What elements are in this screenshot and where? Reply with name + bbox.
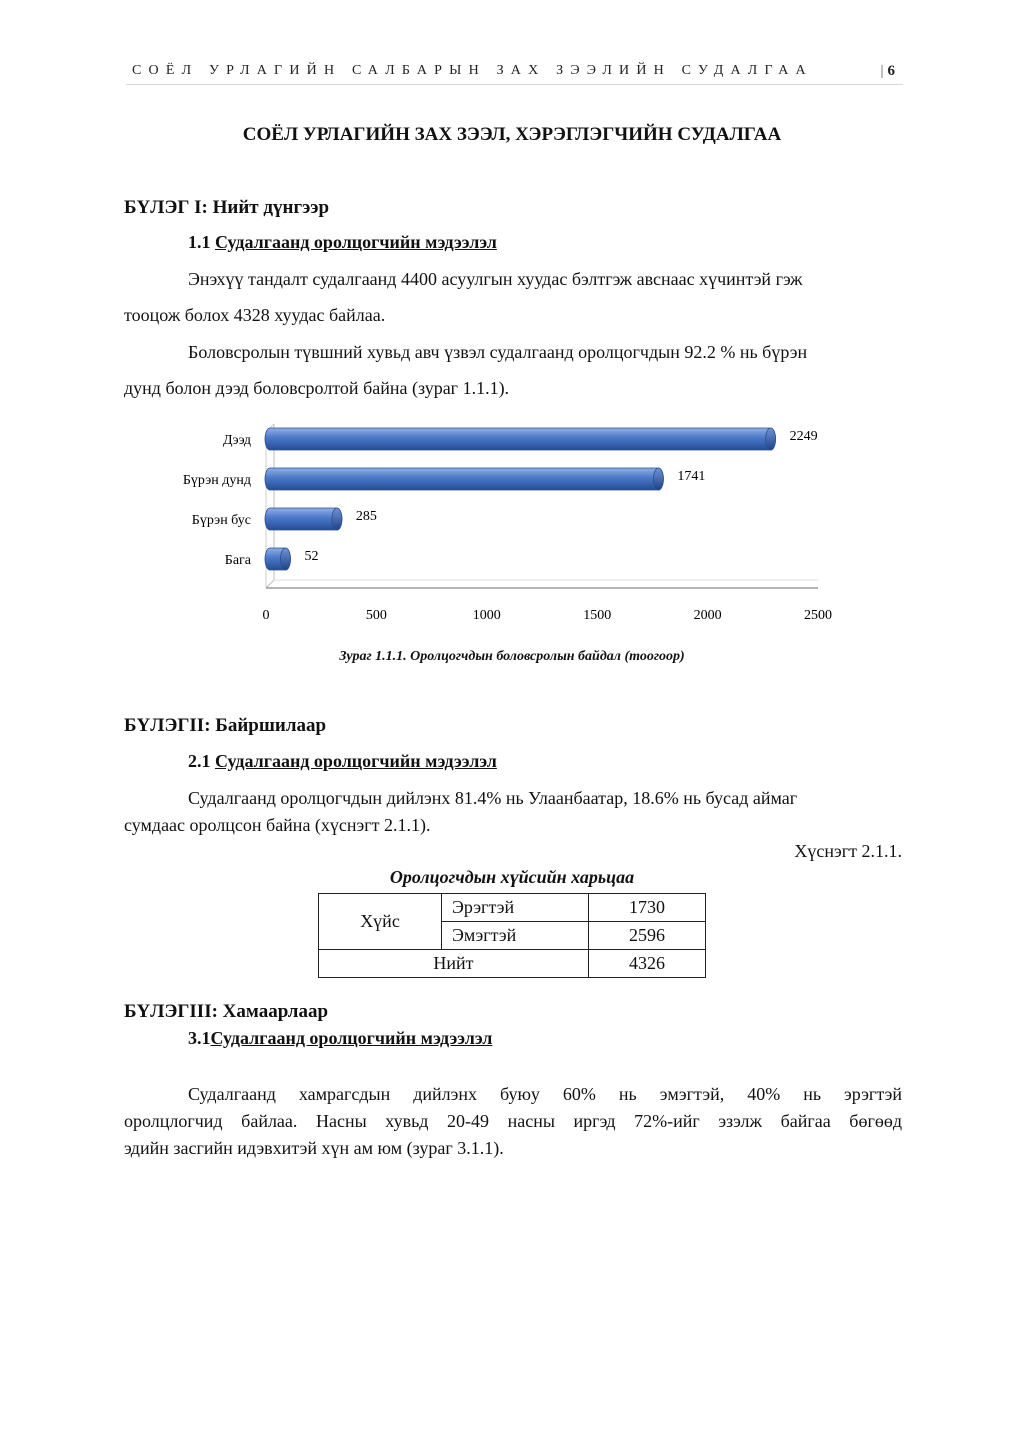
para-line: оролцлогчид байлаа. Насны хувьд 20-49 насны иргэд 72%-ийг эзэлж байгаа бөгөөд: [124, 1111, 902, 1131]
value-label: 285: [355, 509, 377, 524]
page-number: 6: [887, 63, 895, 79]
section3-subheading: [188, 1028, 492, 1049]
para-line: дунд болон дээд боловсролтой байна (зураг 1.1.1).: [124, 378, 510, 398]
section3-heading: БҮЛЭГIII: Хамаарлаар: [124, 1001, 329, 1022]
x-tick-label: 2000: [693, 608, 722, 623]
para-line: эдийн засгийн идэвхитэй хүн ам юм (зураг 3.1.1).: [124, 1138, 504, 1158]
table-title: Оролцогчдын хүйсийн харьцаа: [389, 867, 635, 887]
section1-sub-number: 1.1: [188, 232, 211, 252]
bar-cap: [332, 508, 342, 530]
section3-sub-title: Судалгаанд оролцогчийн мэдээлэл: [210, 1028, 493, 1048]
section3-sub-number: 3.1: [188, 1028, 211, 1048]
header-separator: |: [880, 63, 884, 79]
chart-bars: [265, 428, 776, 570]
x-tick-label: 1500: [583, 608, 612, 623]
bar-cap: [653, 468, 663, 490]
bar: [265, 468, 663, 490]
table-cell-value: 2596: [589, 922, 706, 950]
category-label: Дээд: [223, 433, 251, 448]
para-line: Энэхүү тандалт судалгаанд 4400 асуулгын хуудас бэлтгэж авснаас хүчинтэй гэж: [188, 269, 803, 289]
table-total-label: Нийт: [319, 950, 589, 978]
para-line: Судалгаанд хамрагсдын дийлэнх буюу 60% нь эмэгтэй, 40% нь эрэгтэй: [188, 1084, 902, 1104]
bar: [265, 508, 342, 530]
section1-sub-title: Судалгаанд оролцогчийн мэдээлэл: [215, 232, 497, 252]
bar-cap: [766, 428, 776, 450]
section2-subheading: [188, 751, 497, 772]
table-cell-value: 1730: [589, 894, 706, 922]
value-label: 52: [304, 549, 319, 564]
table-row: [319, 894, 706, 922]
table-total-value: 4326: [589, 950, 706, 978]
section2-paragraph: [124, 785, 902, 839]
section1-heading: БҮЛЭГ I: Нийт дүнгээр: [124, 197, 330, 218]
section3-paragraph: [124, 1081, 902, 1162]
value-label: 2249: [789, 429, 818, 444]
section2-heading: БҮЛЭГII: Байршилаар: [124, 715, 327, 736]
x-tick-label: 0: [262, 608, 270, 623]
bar-cap: [280, 548, 290, 570]
table-group-label: Хүйс: [319, 894, 442, 950]
para-line: Судалгаанд оролцогчдын дийлэнх 81.4% нь Улаанбаатар, 18.6% нь бусад аймаг: [188, 788, 798, 808]
gender-ratio-table: [318, 893, 706, 978]
category-label: Бүрэн дунд: [182, 473, 251, 488]
category-label: Бага: [224, 553, 251, 568]
section2-sub-title: Судалгаанд оролцогчийн мэдээлэл: [215, 751, 497, 771]
education-bar-chart: [0, 0, 1024, 700]
bar: [265, 428, 776, 450]
table-reference: Хүснэгт 2.1.1.: [794, 841, 902, 861]
x-tick-label: 2500: [804, 608, 832, 623]
para-line: сумдаас оролцсон байна (хүснэгт 2.1.1).: [124, 815, 431, 835]
table-row: [319, 950, 706, 978]
para-line: Боловсролын түвшний хувьд авч үзвэл судалгаанд оролцогчдын 92.2 % нь бүрэн: [188, 342, 808, 362]
table-cell-label: Эмэгтэй: [442, 922, 589, 950]
document-title: СОЁЛ УРЛАГИЙН ЗАХ ЗЭЭЛ, ХЭРЭГЛЭГЧИЙН СУДАЛГАА: [242, 124, 782, 145]
x-tick-label: 500: [365, 608, 387, 623]
para-line: тооцож болох 4328 хуудас байлаа.: [124, 305, 386, 325]
figure-caption: Зураг 1.1.1. Оролцогчдын боловсролын байдал (тоогоор): [339, 649, 685, 664]
value-label: 1741: [677, 469, 706, 484]
running-title: СОЁЛ УРЛАГИЙН САЛБАРЫН ЗАХ ЗЭЭЛИЙН СУДАЛГАА: [132, 63, 813, 78]
x-tick-label: 1000: [472, 608, 501, 623]
table-cell-label: Эрэгтэй: [442, 894, 589, 922]
category-label: Бүрэн бус: [191, 513, 251, 528]
section2-sub-number: 2.1: [188, 751, 211, 771]
